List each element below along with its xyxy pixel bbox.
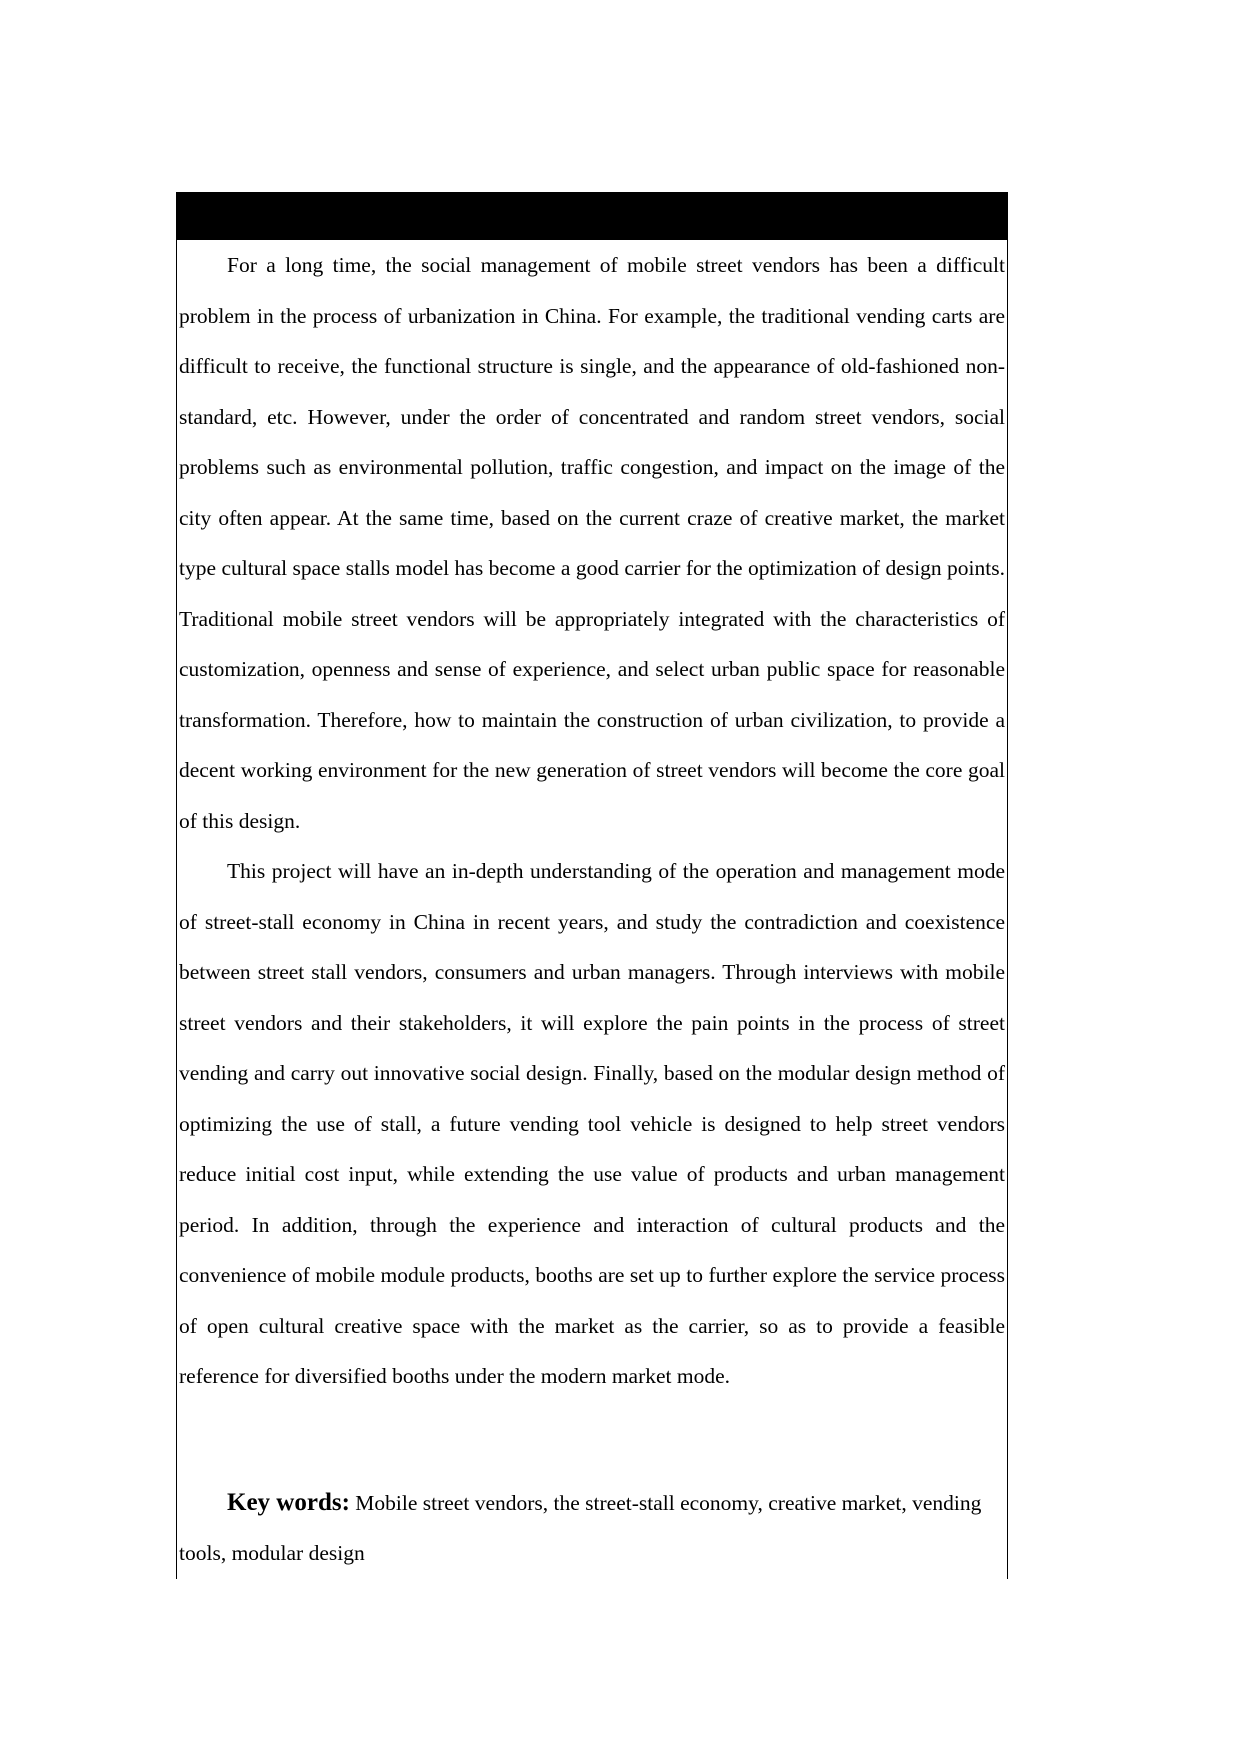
abstract-paragraph-2: This project will have an in-depth understanding of the operation and management mode of street-stall economy in China in recent years, and study the contradiction and coexistence between street stall vendors, consumers and urban managers. Through interviews with mobile street vendors and their stakeholders, it will explore the pain points in the process of street vending and carry out innovative social design. Finally, based on the modular design method of optimizing the use of stall, a future vending tool vehicle is designed to help street vendors reduce initial cost input, while extending the use value of products and urban management period. In addition, through the experience and interaction of cultural products and the convenience of mobile module products, booths are set up to further explore the service process of open cultural creative space with the market as the carrier, so as to provide a feasible reference for diversified booths under the modern market mode.	[179, 859, 1005, 1388]
abstract-text-column	[176, 240, 1008, 1579]
keywords-value: Mobile street vendors, the street-stall economy, creative market, vending tools, modular design	[179, 1490, 982, 1565]
keywords-spacer	[177, 1402, 1007, 1478]
keywords-block	[177, 1478, 1007, 1579]
keywords-label: Key words:	[227, 1488, 350, 1516]
redacted-title-bar	[176, 192, 1008, 240]
abstract-paragraph-1: For a long time, the social management of mobile street vendors has been a difficult problem in the process of urbanization in China. For example, the traditional vending carts are difficult to receive, the functional structure is single, and the appearance of old-fashioned non-standard, etc. However, under the order of concentrated and random street vendors, social problems such as environmental pollution, traffic congestion, and impact on the image of the city often appear. At the same time, based on the current craze of creative market, the market type cultural space stalls model has become a good carrier for the optimization of design points. Traditional mobile street vendors will be appropriately integrated with the characteristics of customization, openness and sense of experience, and select urban public space for reasonable transformation. Therefore, how to maintain the construction of urban civilization, to provide a decent working environment for the new generation of street vendors will become the core goal of this design.	[179, 253, 1005, 833]
